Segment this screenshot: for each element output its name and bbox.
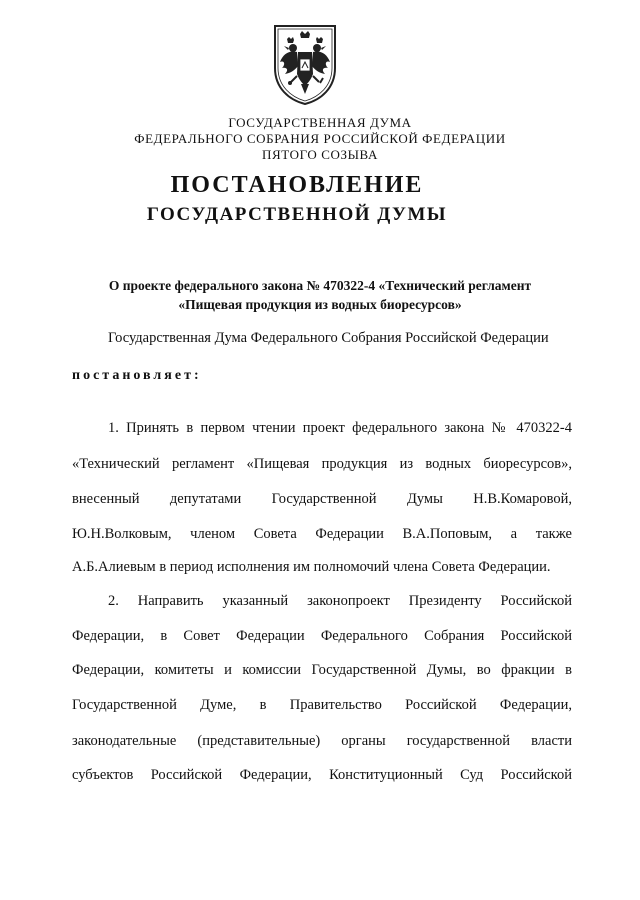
double-headed-eagle-icon <box>271 22 339 106</box>
paragraph-1-line-3: внесенный депутатами Государственной Думы Н.В.Комаровой, <box>72 491 572 507</box>
subject-line-1: О проекте федерального закона № 470322-4 «Технический регламент <box>108 278 532 293</box>
paragraph-2-line-2: Федерации, в Совет Федерации Федерального Собрания Российской <box>72 628 572 644</box>
paragraph-1-line-1: 1. Принять в первом чтении проект федерального закона № 470322-4 <box>108 420 572 436</box>
document-title: ПОСТАНОВЛЕНИЕ <box>170 172 424 198</box>
paragraph-2-line-1: 2. Направить указанный законопроект Президенту Российской <box>108 593 572 609</box>
paragraph-2-line-5: законодательные (представительные) органы государственной власти <box>72 733 572 749</box>
subject-line-2: «Пищевая продукция из водных биоресурсов» <box>178 297 462 312</box>
state-emblem <box>271 22 339 106</box>
paragraph-2-line-3: Федерации, комитеты и комиссии Государственной Думы, во фракции в <box>72 662 572 678</box>
header-line-convocation: ПЯТОГО СОЗЫВА <box>262 147 378 162</box>
paragraph-2-line-4: Государственной Думе, в Правительство Российской Федерации, <box>72 697 572 713</box>
header-line-duma: ГОСУДАРСТВЕННАЯ ДУМА <box>228 115 412 130</box>
resolution-subject <box>60 276 580 314</box>
paragraph-1-line-2: «Технический регламент «Пищевая продукция из водных биоресурсов», <box>72 456 572 472</box>
paragraph-1-line-5: А.Б.Алиевым в период исполнения им полномочий члена Совета Федерации. <box>72 559 551 575</box>
resolves-word: постановляет: <box>72 368 202 383</box>
document-subtitle: ГОСУДАРСТВЕННОЙ ДУМЫ <box>146 204 448 225</box>
preamble: Государственная Дума Федерального Собрания Российской Федерации <box>108 330 549 346</box>
header-line-assembly: ФЕДЕРАЛЬНОГО СОБРАНИЯ РОССИЙСКОЙ ФЕДЕРАЦИИ <box>134 131 506 146</box>
paragraph-2-line-6: субъектов Российской Федерации, Конституционный Суд Российской <box>72 767 572 783</box>
paragraph-1-line-4: Ю.Н.Волковым, членом Совета Федерации В.А.Поповым, а также <box>72 526 572 542</box>
